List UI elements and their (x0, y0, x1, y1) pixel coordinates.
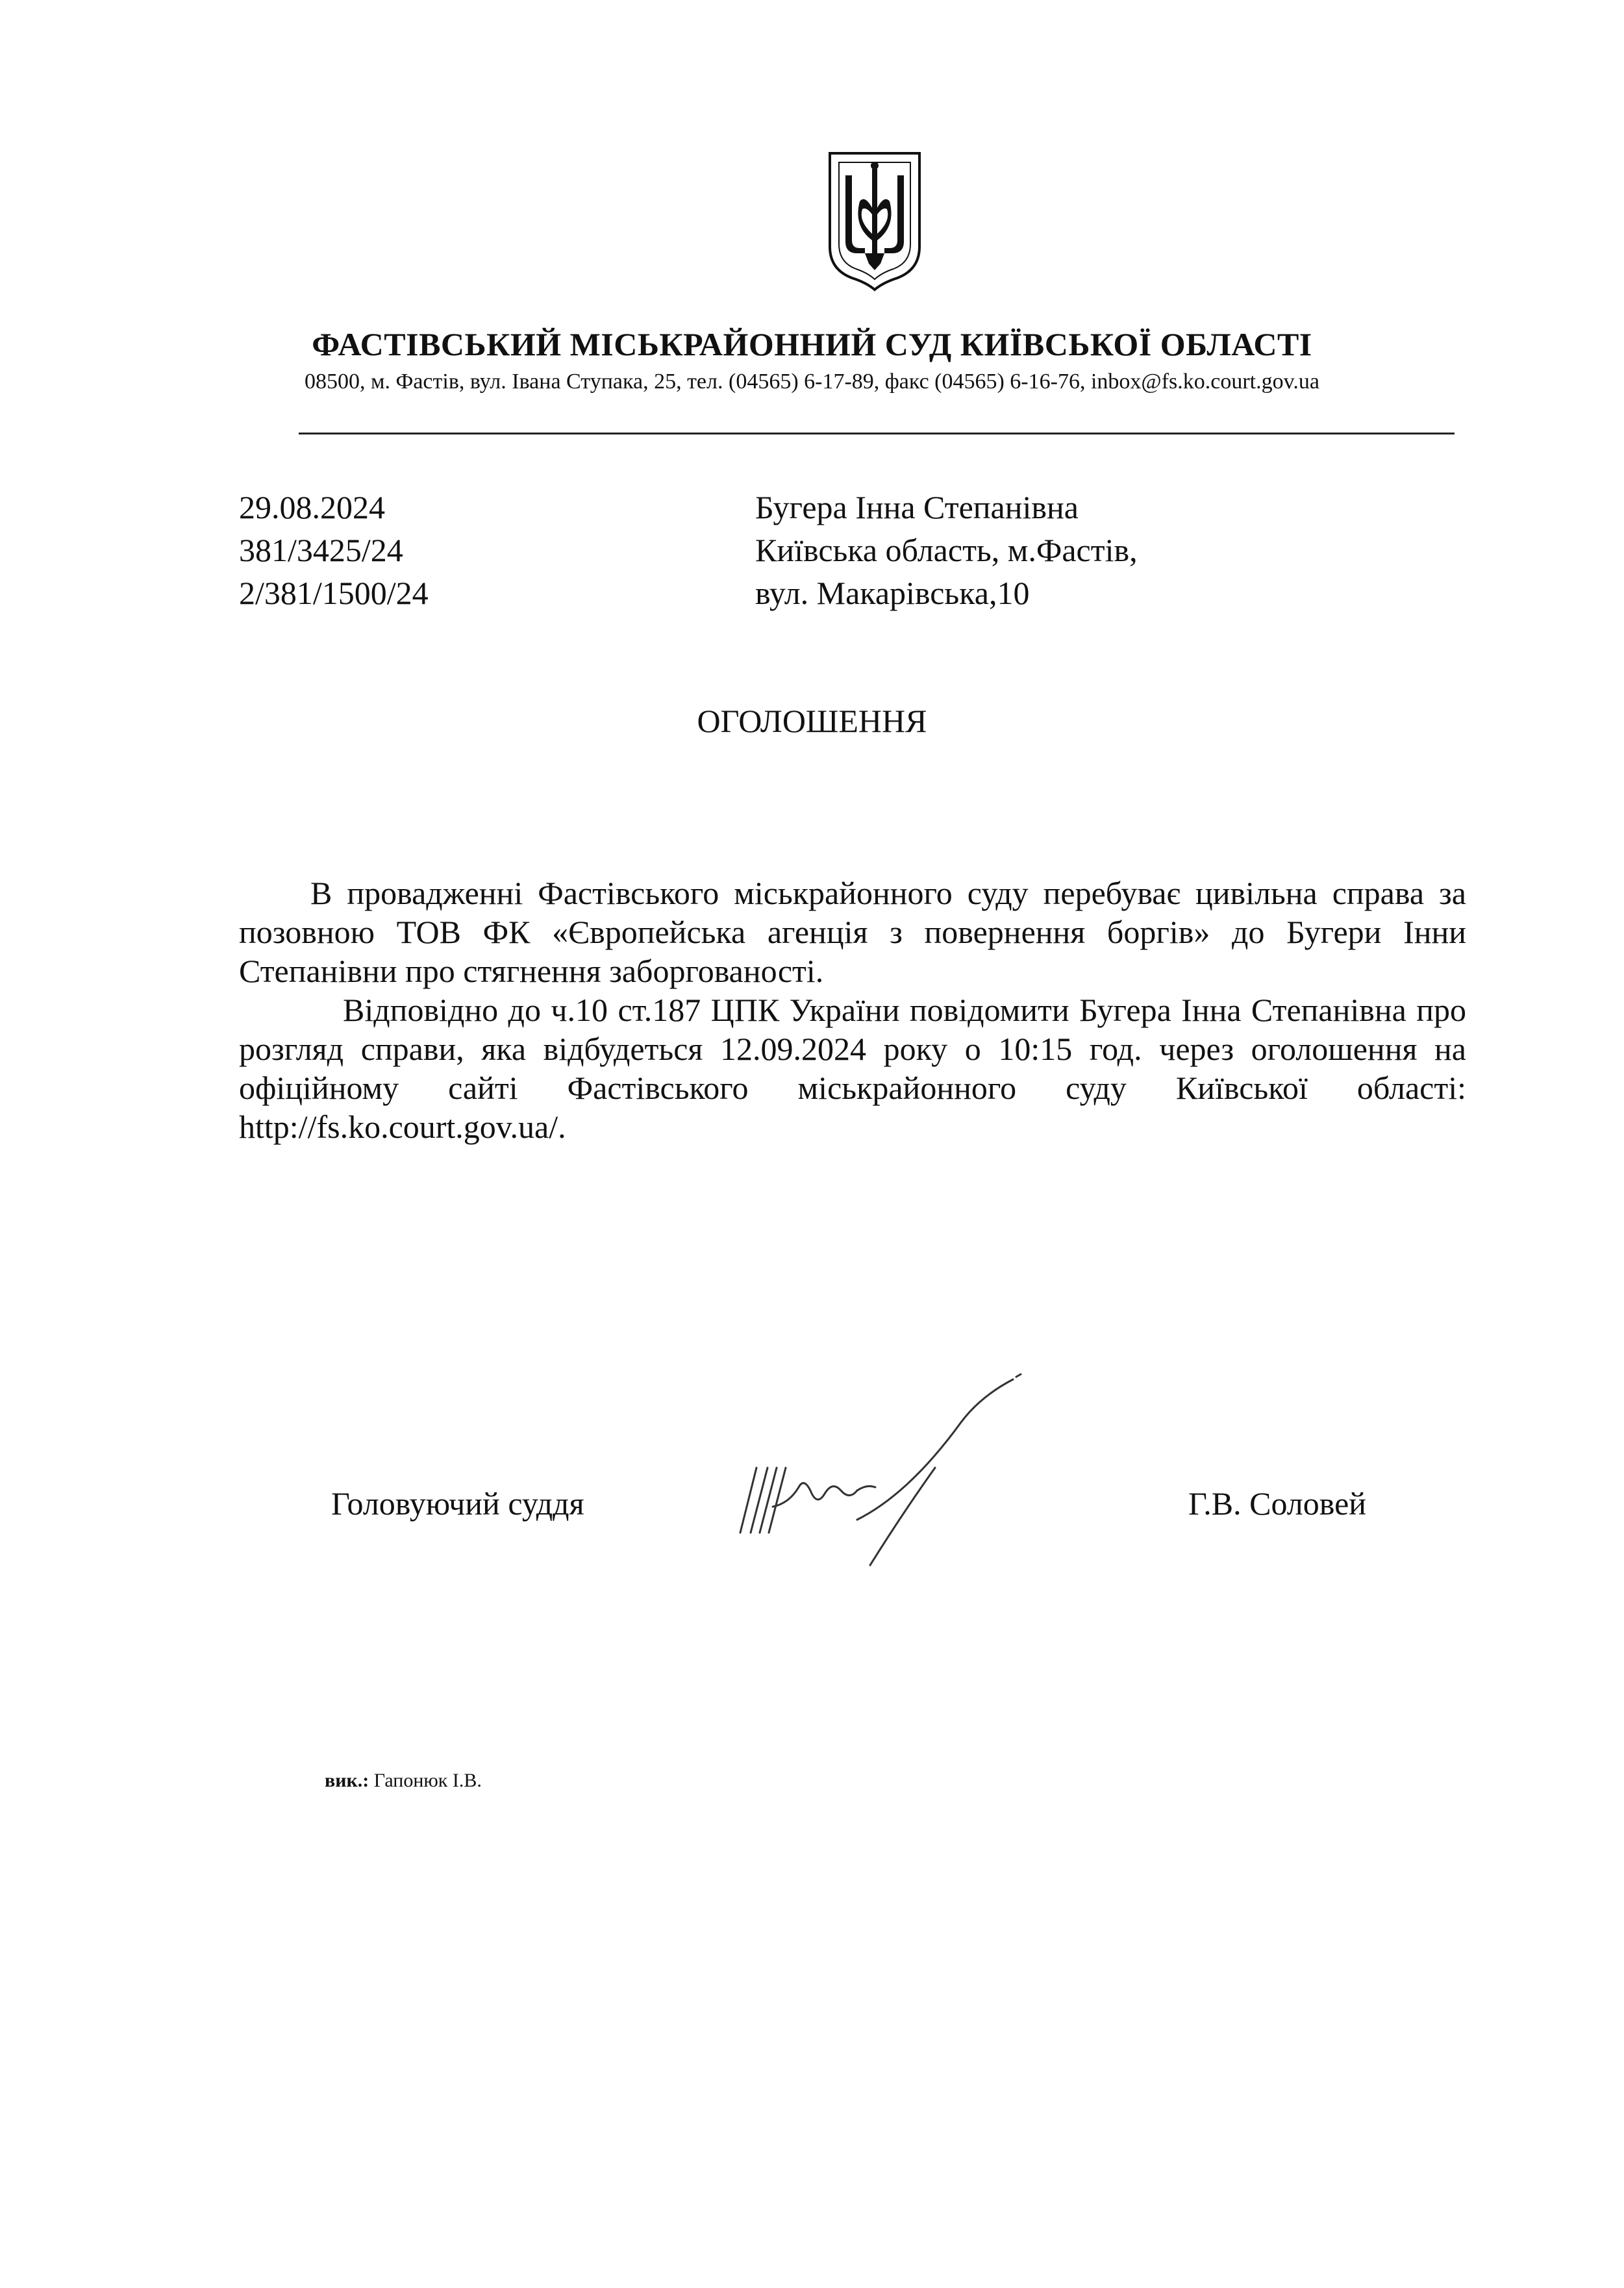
body-paragraph-1: В провадженні Фастівського міськрайонного суду перебуває цивільна справа за позовною ТОВ ФК «Європейська агенція з повернення боргів» до Бугери Інни Степанівни про стягнення заборгованості. (239, 875, 1466, 989)
handwritten-signature (727, 1370, 1065, 1578)
header-divider (299, 433, 1455, 434)
reference-block (239, 486, 429, 614)
executor-line (325, 1768, 482, 1794)
announcement-body (239, 874, 1466, 1146)
recipient-region-city: Київська область, м.Фастів, (755, 532, 1138, 568)
executor-name: Гапонюк І.В. (373, 1770, 482, 1791)
document-date: 29.08.2024 (239, 489, 385, 525)
court-name: ФАСТІВСЬКИЙ МІСЬКРАЙОННИЙ СУД КИЇВСЬКОЇ ОБЛАСТІ (312, 326, 1312, 362)
outgoing-number: 381/3425/24 (239, 532, 403, 568)
recipient-street: вул. Макарівська,10 (755, 575, 1030, 611)
recipient-name: Бугера Інна Степанівна (755, 489, 1079, 525)
coat-of-arms-icon (826, 149, 923, 292)
court-address: 08500, м. Фастів, вул. Івана Ступака, 25, тел. (04565) 6-17-89, факс (04565) 6-16-76, inbox@fs.ko.court.gov.ua (304, 370, 1320, 394)
judge-name: Г.В. Соловей (1188, 1485, 1367, 1522)
case-number: 2/381/1500/24 (239, 575, 429, 611)
judge-position: Головуючий суддя (331, 1485, 584, 1522)
executor-label: вик.: (325, 1770, 369, 1791)
recipient-block (755, 486, 1138, 614)
body-paragraph-2: Відповідно до ч.10 ст.187 ЦПК України повідомити Бугера Інна Степанівна про розгляд справи, яка відбудеться 12.09.2024 року о 10:15 год. через оголошення на офіційному сайті Фастівського міськрайонного суду Київської області: http://fs.ko.court.gov.ua/. (239, 992, 1466, 1145)
document-title: ОГОЛОШЕННЯ (697, 703, 927, 739)
